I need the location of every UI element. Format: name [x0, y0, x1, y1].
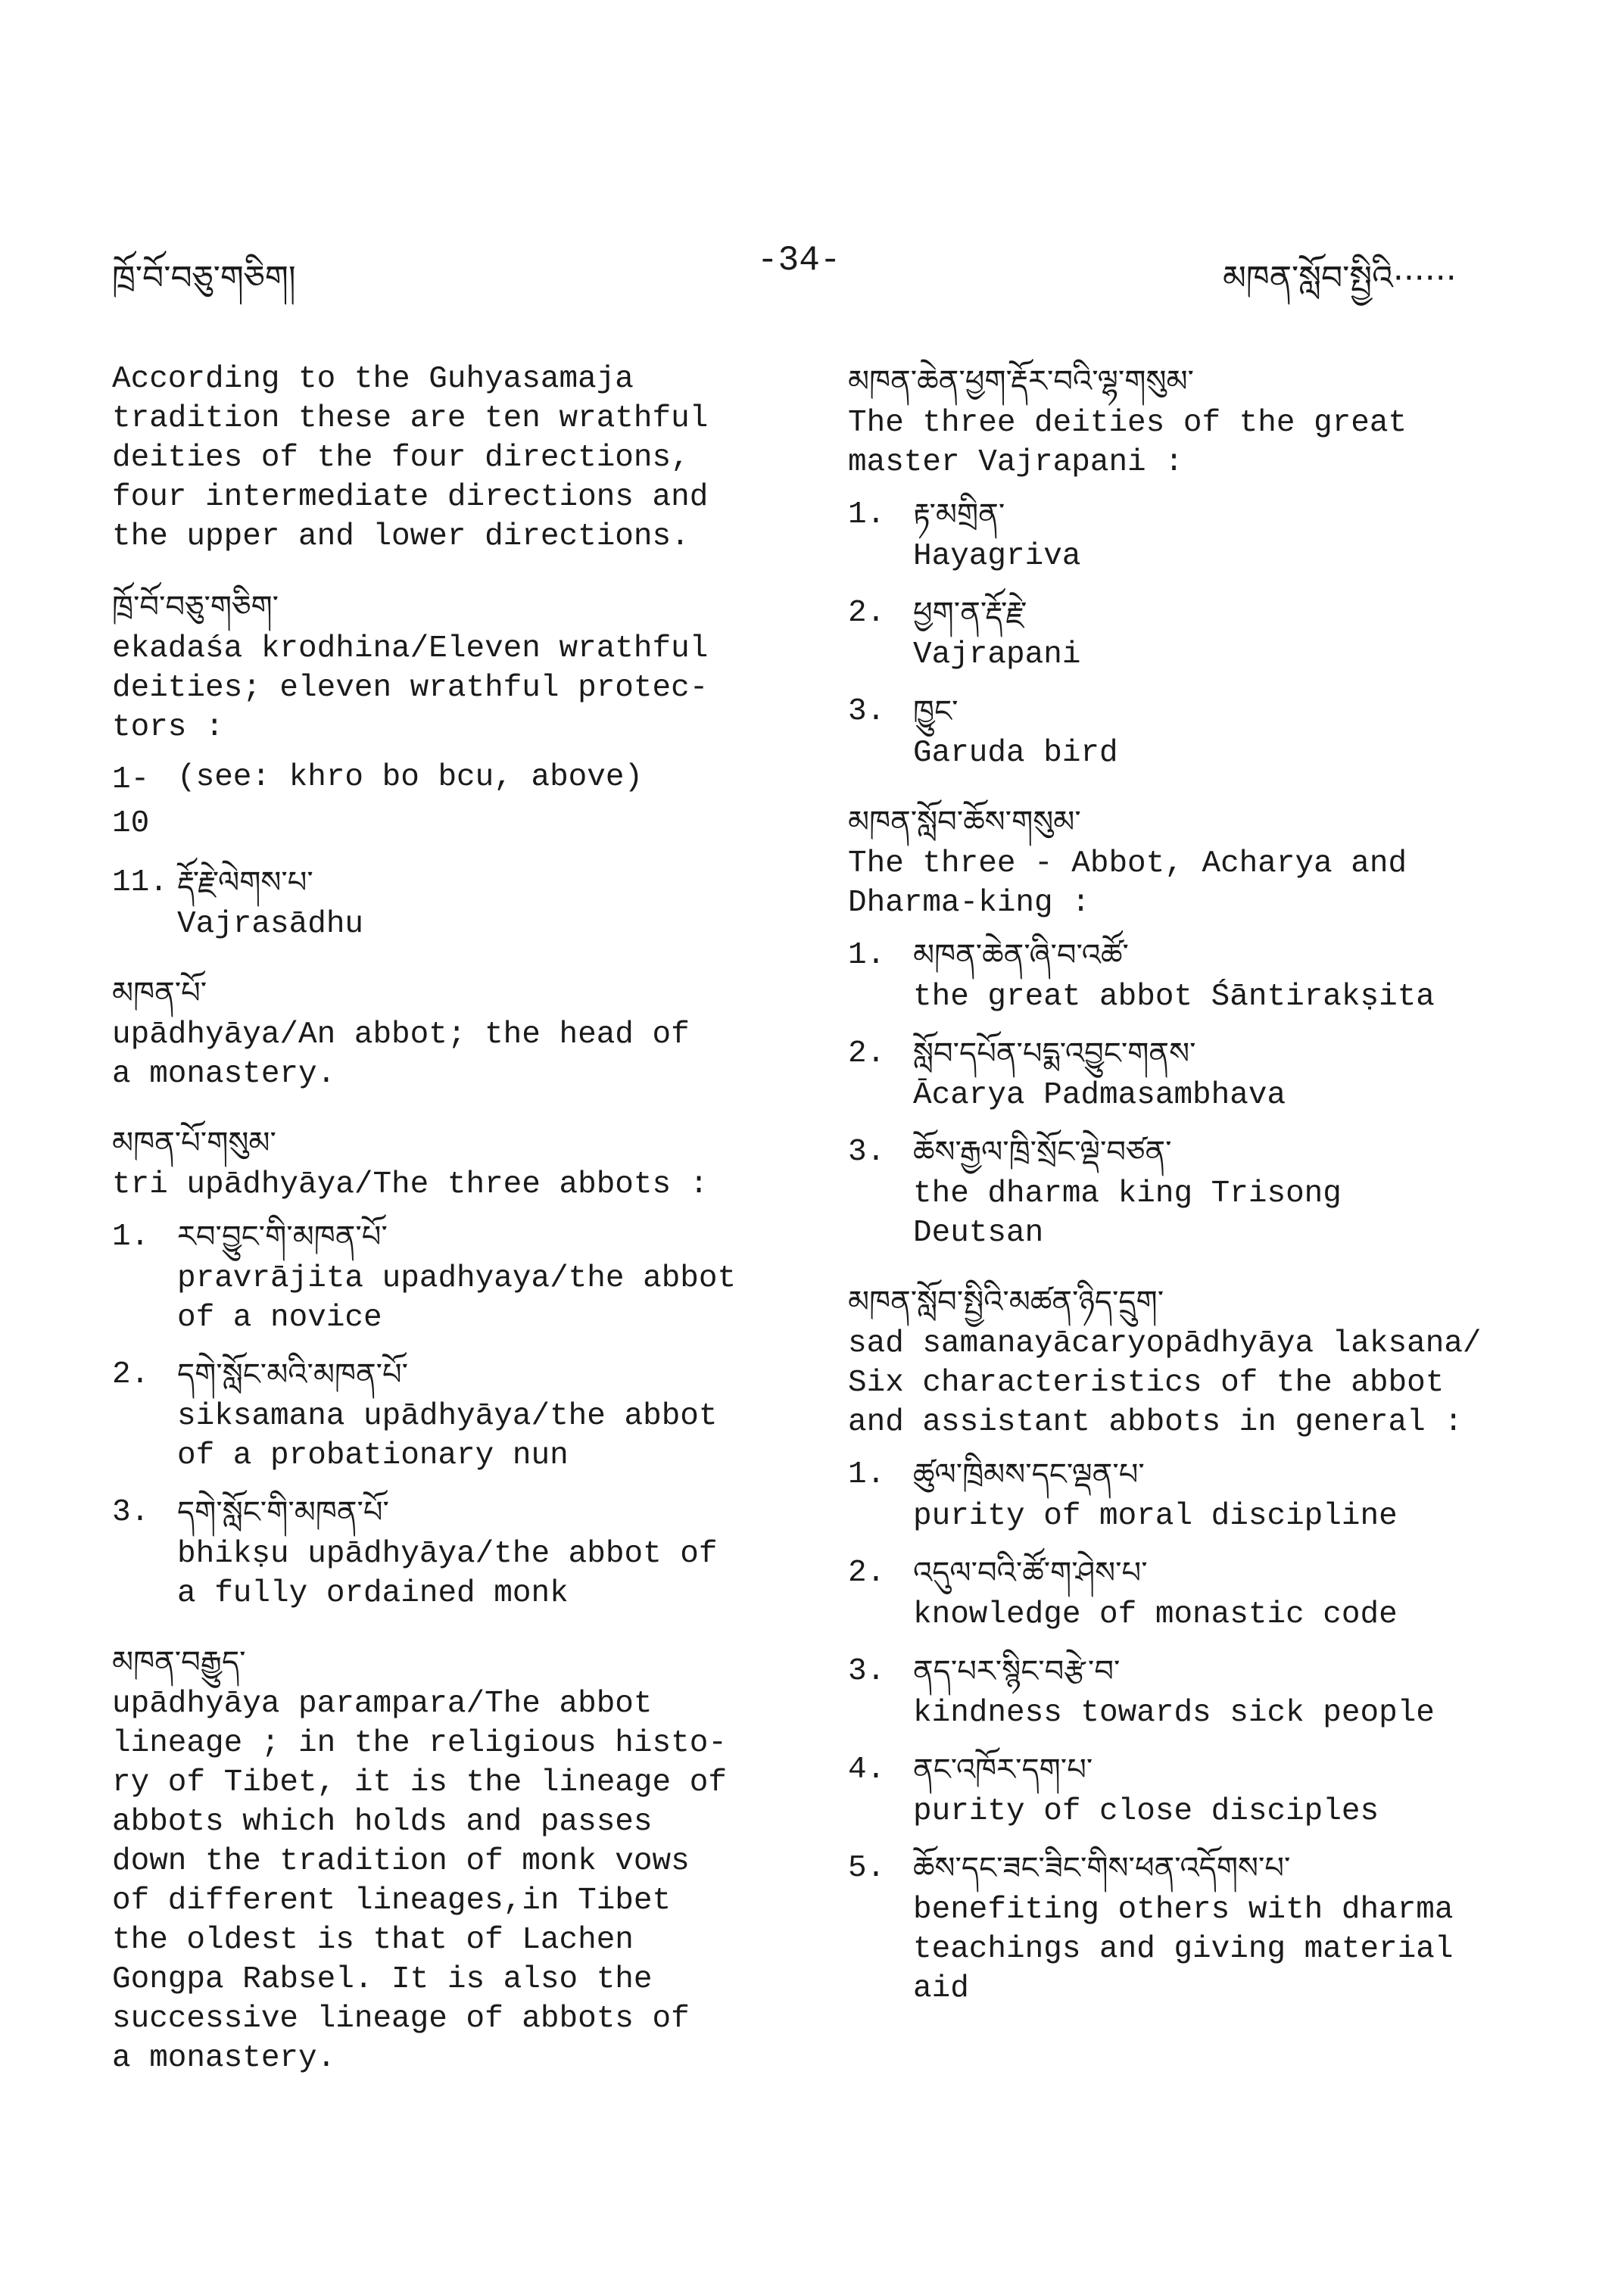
item-translation: the dharma king Trisong Deutsan: [913, 1176, 1342, 1251]
item-number: 3.: [112, 1495, 150, 1530]
list-item: [848, 1130, 1545, 1253]
dictionary-entry: [112, 585, 778, 944]
list-item: [112, 1491, 778, 1613]
item-translation: benefiting others with dharma teachings and giving material aid: [913, 1893, 1454, 2006]
list-item: [112, 1215, 778, 1338]
item-translation: Vajrapani: [913, 637, 1081, 672]
entry-definition: The three deities of the great master Vajrapani :: [848, 406, 1407, 480]
list-item: [848, 493, 1545, 576]
item-tibetan: རབ་བྱུང་གི་མཁན་པོ་: [177, 1220, 388, 1254]
list-item: [112, 1353, 778, 1475]
running-head-right: མཁན་སློབ་སྤྱིའི······: [1223, 259, 1457, 298]
dictionary-entry: [112, 1121, 778, 1613]
item-tibetan: ནད་པར་སྙིང་བརྩེ་བ་: [913, 1654, 1121, 1689]
list-item: [848, 1846, 1545, 2008]
item-translation: Ācarya Padmasambhava: [913, 1078, 1286, 1113]
item-number: 2.: [848, 1036, 886, 1071]
item-tibetan: དགེ་སློང་མའི་མཁན་པོ་: [177, 1357, 409, 1392]
item-number: 1.: [848, 1457, 886, 1492]
entry-definition: The three - Abbot, Acharya and Dharma-king :: [848, 846, 1407, 921]
entry-definition: ekadaśa krodhina/Eleven wrathful deities; eleven wrathful protec- tors :: [112, 631, 709, 745]
item-number: 11.: [112, 865, 168, 900]
entry-headword: མཁན་སློབ་སྤྱིའི་མཚན་ཉིད་དྲུག་: [848, 1285, 1164, 1319]
item-number: 2.: [112, 1357, 150, 1392]
item-translation: Hayagriva: [913, 539, 1081, 574]
entry-headword: ཁྲོ་བོ་བཅུ་གཅིག་: [112, 590, 279, 625]
item-tibetan: ཁྱུང་: [913, 694, 959, 729]
entry-headword: མཁན་པོ་གསུམ་: [112, 1126, 276, 1161]
list-item: [848, 1748, 1545, 1831]
entry-definition: tri upādhyāya/The three abbots :: [112, 1167, 709, 1202]
list-item: [848, 933, 1545, 1017]
item-tibetan: འདུལ་བའི་ཚོ་ག་ཤེས་པ་: [913, 1556, 1148, 1590]
item-tibetan: རྟ་མགྲིན་: [913, 497, 1005, 532]
item-number: 3.: [848, 1135, 886, 1170]
dictionary-entry: [848, 1280, 1545, 2008]
item-translation: the great abbot Śāntirakṣita: [913, 980, 1435, 1014]
item-translation: knowledge of monastic code: [913, 1597, 1398, 1632]
item-tibetan: དགེ་སློང་གི་མཁན་པོ་: [177, 1495, 389, 1530]
item-number: 3.: [848, 1654, 886, 1689]
list-item: [848, 1650, 1545, 1733]
item-tibetan: སློབ་དཔོན་པདྨ་འབྱུང་གནས་: [913, 1036, 1196, 1071]
entry-list: [848, 493, 1545, 773]
item-number: 2.: [848, 1556, 886, 1590]
item-translation: (see: khro bo bcu, above): [177, 760, 644, 795]
dictionary-entry: [848, 360, 1545, 773]
item-translation: purity of moral discipline: [913, 1499, 1398, 1534]
entry-list: [112, 1215, 778, 1613]
left-column: [112, 360, 778, 2105]
item-tibetan: ཕྱག་ན་རྡོ་རྗེ་: [913, 596, 1027, 631]
item-number: 2.: [848, 596, 886, 631]
item-translation: bhikṣu upādhyāya/the abbot of a fully ordained monk: [177, 1537, 718, 1611]
entry-headword: མཁན་པོ་: [112, 976, 207, 1011]
entry-headword: མཁན་ཆེན་ཕྱག་རྡོར་བའི་ལྷ་གསུམ་: [848, 364, 1194, 399]
dictionary-entry: [112, 971, 778, 1094]
list-item: [848, 1551, 1545, 1634]
list-item: [112, 861, 778, 944]
item-translation: purity of close disciples: [913, 1794, 1379, 1829]
item-tibetan: མཁན་ཆེན་ཞི་བ་འཚོ་: [913, 938, 1129, 973]
page-number: -34-: [757, 241, 841, 280]
entry-definition: sad samanayācaryopādhyāya laksana/ Six characteristics of the abbot and assistant abbots in general :: [848, 1326, 1482, 1440]
item-number: 1.: [848, 497, 886, 532]
item-translation: siksamana upādhyāya/the abbot of a probationary nun: [177, 1399, 718, 1473]
item-translation: kindness towards sick people: [913, 1696, 1435, 1731]
entry-headword: མཁན་སློབ་ཆོས་གསུམ་: [848, 805, 1081, 840]
list-item: [848, 1453, 1545, 1536]
entry-list: [112, 758, 778, 944]
item-tibetan: ཚུལ་ཁྲིམས་དང་ལྡན་པ་: [913, 1457, 1145, 1492]
item-number: 1.: [112, 1220, 150, 1254]
item-translation: Vajrasādhu: [177, 907, 364, 942]
item-translation: Garuda bird: [913, 736, 1118, 771]
entry-definition: upādhyāya/An abbot; the head of a monastery.: [112, 1017, 690, 1092]
entry-headword: མཁན་བརྒྱུད་: [112, 1645, 246, 1680]
item-number: 5.: [848, 1851, 886, 1886]
running-head-left: ཁྲོ་བོ་བཅུ་གཅིག།: [112, 259, 296, 298]
entry-list: [848, 933, 1545, 1253]
item-tibetan: རྡོ་རྗེ་ལེགས་པ་: [177, 865, 313, 900]
list-item: [848, 591, 1545, 675]
right-column: [848, 360, 1545, 2036]
intro-paragraph: According to the Guhyasamaja tradition these are ten wrathful deities of the four directions, four intermediate directions and the upper and lower directions.: [112, 362, 709, 554]
dictionary-entry: [848, 800, 1545, 1253]
list-item: [112, 758, 778, 846]
list-item: [848, 1032, 1545, 1115]
entry-definition: upādhyāya parampara/The abbot lineage ; in the religious histo- ry of Tibet, it is the lineage of abbots which holds and passes down the tradition of monk vows of different lineages,in Tibet the oldest is that of Lachen Gongpa Rabsel. It is also the successive lineage of abbots of a monastery.: [112, 1687, 727, 2076]
list-item: [848, 690, 1545, 773]
item-tibetan: ཆོས་དང་ཟང་ཟིང་གིས་ཕན་འདོགས་པ་: [913, 1851, 1291, 1886]
item-number: 1-10: [112, 762, 150, 841]
item-number: 4.: [848, 1752, 886, 1787]
item-tibetan: ཆོས་རྒྱལ་ཁྲི་སྲོང་ལྡེ་བཙན་: [913, 1135, 1172, 1170]
item-tibetan: ནང་འཁོར་དག་པ་: [913, 1752, 1093, 1787]
entry-list: [848, 1453, 1545, 2008]
dictionary-entry: [112, 1640, 778, 2078]
item-number: 1.: [848, 938, 886, 973]
item-number: 3.: [848, 694, 886, 729]
item-translation: pravrājita upadhyaya/the abbot of a novice: [177, 1261, 737, 1335]
